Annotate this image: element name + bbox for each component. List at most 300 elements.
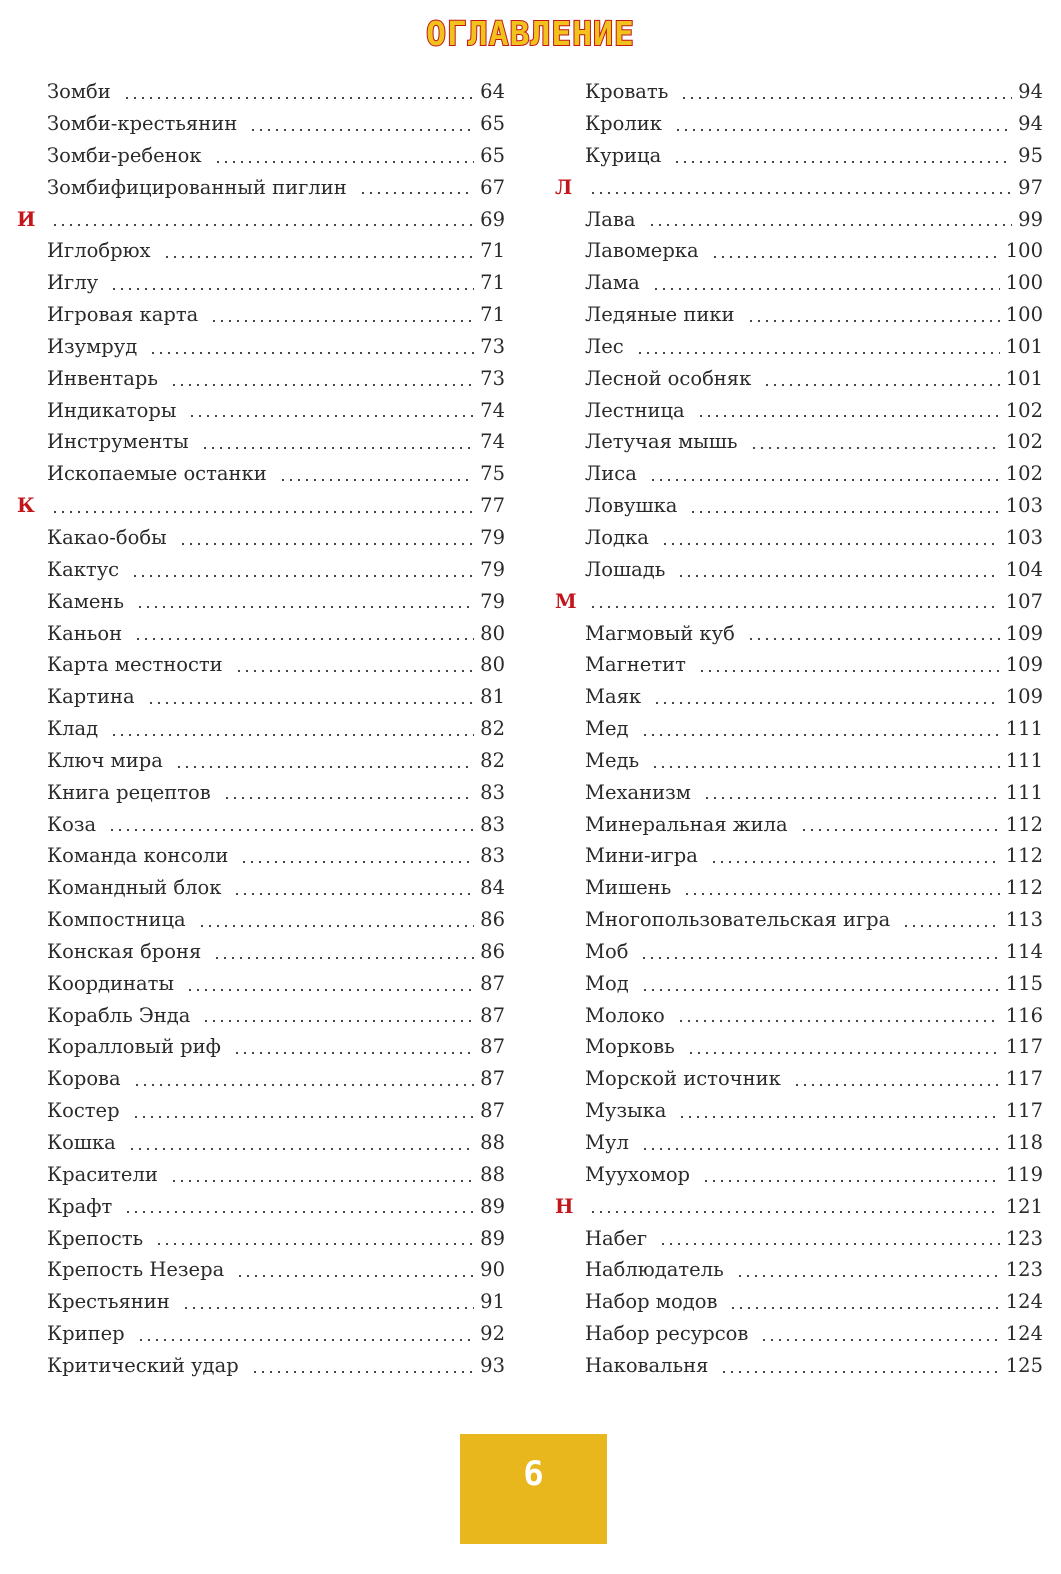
toc-entry[interactable]	[47, 936, 505, 968]
dot-leader	[179, 543, 475, 545]
toc-entry[interactable]	[585, 426, 1043, 458]
toc-entry-page: 112	[1005, 844, 1043, 868]
toc-entry[interactable]	[47, 1095, 505, 1127]
toc-entry[interactable]	[585, 554, 1043, 586]
dot-leader	[131, 575, 474, 577]
toc-entry-label: Морковь	[585, 1035, 675, 1059]
dot-leader	[170, 384, 474, 386]
toc-entry-page: 109	[1005, 621, 1043, 645]
dot-leader	[673, 161, 1012, 163]
toc-entry-label: Какао-бобы	[47, 525, 167, 549]
toc-entry-label: Компостница	[47, 908, 186, 932]
toc-entry[interactable]	[47, 267, 505, 299]
dot-leader	[711, 256, 1000, 258]
toc-entry-label: Молоко	[585, 1003, 665, 1027]
toc-entry[interactable]	[585, 1318, 1043, 1350]
toc-entry-page: 119	[1005, 1162, 1043, 1186]
toc-entry-page: 69	[480, 207, 505, 231]
dot-leader	[661, 543, 1000, 545]
toc-entry[interactable]	[585, 681, 1043, 713]
dot-leader	[641, 1148, 1000, 1150]
dot-leader	[710, 861, 1000, 863]
toc-entry-label: Кактус	[47, 557, 120, 581]
dot-leader	[223, 797, 474, 799]
toc-entry[interactable]	[47, 904, 505, 936]
dot-leader	[133, 1084, 475, 1086]
toc-entry[interactable]	[585, 1222, 1043, 1254]
toc-entry[interactable]	[585, 1063, 1043, 1095]
toc-entry-label: Лестница	[585, 398, 685, 422]
page-number-badge	[460, 1434, 607, 1544]
dot-leader	[800, 829, 1000, 831]
toc-entry[interactable]	[47, 1063, 505, 1095]
toc-entry-page: 84	[480, 876, 505, 900]
toc-entry-page: 87	[480, 1003, 505, 1027]
toc-entry-page: 89	[480, 1226, 505, 1250]
dot-leader	[747, 320, 1000, 322]
toc-entry[interactable]	[585, 936, 1043, 968]
dot-leader	[763, 384, 999, 386]
toc-entry-label: Мишень	[585, 876, 672, 900]
section-letter: Н	[555, 1194, 574, 1218]
toc-entry[interactable]	[585, 1127, 1043, 1159]
toc-entry[interactable]	[47, 649, 505, 681]
toc-entry-label: Набег	[585, 1226, 648, 1250]
toc-entry[interactable]	[47, 999, 505, 1031]
toc-entry-label: Командный блок	[47, 876, 222, 900]
dot-leader	[170, 1180, 474, 1182]
toc-entry-label: Лес	[585, 334, 624, 358]
toc-entry-page: 111	[1005, 780, 1043, 804]
toc-section-row[interactable]	[17, 490, 505, 522]
toc-entry[interactable]	[47, 394, 505, 426]
toc-entry-label: Мини-игра	[585, 844, 698, 868]
toc-entry-page: 123	[1005, 1226, 1043, 1250]
toc-entry-label: Мул	[585, 1131, 629, 1155]
dot-leader	[108, 829, 474, 831]
toc-entry-label: Камень	[47, 589, 125, 613]
toc-entry[interactable]	[47, 617, 505, 649]
toc-entry[interactable]	[585, 203, 1043, 235]
toc-entry[interactable]	[47, 1031, 505, 1063]
dot-leader	[149, 352, 474, 354]
toc-entry[interactable]	[585, 522, 1043, 554]
toc-entry[interactable]	[585, 490, 1043, 522]
dot-leader	[689, 511, 999, 513]
toc-entry-page: 88	[480, 1162, 505, 1186]
toc-entry-label: Зомбифицированный пиглин	[47, 175, 347, 199]
toc-entry-page: 113	[1005, 908, 1043, 932]
toc-entry-page: 79	[480, 557, 505, 581]
dot-leader	[251, 1371, 474, 1373]
toc-entry-label: Ловушка	[585, 494, 678, 518]
toc-entry-label: Ледяные пики	[585, 303, 735, 327]
dot-leader	[678, 1116, 999, 1118]
toc-entry-label: Иглу	[47, 271, 99, 295]
toc-entry[interactable]	[585, 267, 1043, 299]
toc-entry-page: 117	[1005, 1035, 1043, 1059]
toc-entry[interactable]	[47, 108, 505, 140]
toc-entry[interactable]	[47, 713, 505, 745]
dot-leader	[182, 1307, 474, 1309]
toc-entry-page: 102	[1005, 398, 1043, 422]
toc-entry-page: 103	[1005, 525, 1043, 549]
toc-entry-label: Летучая мышь	[585, 430, 738, 454]
toc-entry[interactable]	[47, 968, 505, 1000]
toc-section-row[interactable]	[555, 1191, 1043, 1223]
toc-entry[interactable]	[47, 235, 505, 267]
toc-entry[interactable]	[47, 76, 505, 108]
toc-entry-page: 64	[480, 80, 505, 104]
toc-entry-page: 100	[1005, 271, 1043, 295]
dot-leader	[747, 638, 1000, 640]
toc-entry-page: 71	[480, 239, 505, 263]
toc-entry[interactable]	[47, 331, 505, 363]
dot-leader	[137, 1339, 475, 1341]
toc-entry-page: 82	[480, 748, 505, 772]
dot-leader	[589, 192, 1012, 194]
dot-leader	[750, 447, 1000, 449]
toc-entry-label: Маяк	[585, 685, 642, 709]
toc-entry-page: 86	[480, 908, 505, 932]
toc-entry-page: 86	[480, 939, 505, 963]
toc-entry-label: Критический удар	[47, 1353, 239, 1377]
toc-entry-page: 74	[480, 398, 505, 422]
toc-entry-label: Минеральная жила	[585, 812, 788, 836]
toc-entry-label: Кровать	[585, 80, 669, 104]
toc-entry-page: 87	[480, 1035, 505, 1059]
toc-entry[interactable]	[585, 235, 1043, 267]
toc-entry-page: 65	[480, 143, 505, 167]
toc-entry-label: Зомби-крестьянин	[47, 112, 238, 136]
toc-entry-page: 65	[480, 112, 505, 136]
dot-leader	[51, 511, 474, 513]
dot-leader	[674, 129, 1012, 131]
toc-entry-label: Крепость Незера	[47, 1258, 225, 1282]
toc-entry[interactable]	[47, 681, 505, 713]
toc-entry-label: Наковальня	[585, 1353, 709, 1377]
toc-entry-label: Лошадь	[585, 557, 666, 581]
dot-leader	[240, 861, 474, 863]
toc-entry[interactable]	[47, 1286, 505, 1318]
dot-leader	[123, 97, 474, 99]
toc-entry-label: Красители	[47, 1162, 158, 1186]
toc-entry-page: 97	[1018, 175, 1043, 199]
toc-entry-page: 87	[480, 1067, 505, 1091]
toc-entry-page: 112	[1005, 876, 1043, 900]
toc-entry-page: 94	[1018, 80, 1043, 104]
toc-entry-page: 117	[1005, 1099, 1043, 1123]
toc-entry-label: Координаты	[47, 971, 174, 995]
toc-entry[interactable]	[47, 840, 505, 872]
toc-entry-page: 100	[1005, 239, 1043, 263]
toc-entry-page: 109	[1005, 653, 1043, 677]
toc-entry[interactable]	[47, 745, 505, 777]
toc-entry[interactable]	[585, 458, 1043, 490]
toc-entry-label: Ископаемые останки	[47, 462, 267, 486]
toc-entry-page: 71	[480, 303, 505, 327]
toc-entry-label: Карта местности	[47, 653, 223, 677]
toc-entry-page: 123	[1005, 1258, 1043, 1282]
toc-entry-label: Мод	[585, 971, 629, 995]
toc-entry-page: 75	[480, 462, 505, 486]
toc-entry-label: Лиса	[585, 462, 637, 486]
toc-entry[interactable]	[47, 1127, 505, 1159]
dot-leader	[188, 415, 474, 417]
dot-leader	[760, 1339, 999, 1341]
toc-entry-label: Лама	[585, 271, 640, 295]
toc-entry-label: Мед	[585, 717, 629, 741]
toc-entry[interactable]	[47, 554, 505, 586]
toc-entry[interactable]	[585, 1095, 1043, 1127]
toc-entry[interactable]	[585, 140, 1043, 172]
dot-leader	[636, 352, 1000, 354]
dot-leader	[202, 1020, 474, 1022]
toc-entry[interactable]	[47, 1318, 505, 1350]
dot-leader	[589, 606, 1000, 608]
toc-entry-label: Медь	[585, 748, 640, 772]
toc-entry-page: 83	[480, 844, 505, 868]
dot-leader	[134, 638, 474, 640]
dot-leader	[132, 1116, 475, 1118]
toc-entry-page: 91	[480, 1290, 505, 1314]
toc-entry-page: 87	[480, 1099, 505, 1123]
toc-entry-label: Магнетит	[585, 653, 686, 677]
toc-entry-page: 117	[1005, 1067, 1043, 1091]
toc-entry[interactable]	[47, 140, 505, 172]
dot-leader	[201, 447, 474, 449]
dot-leader	[652, 288, 1000, 290]
dot-leader	[648, 224, 1013, 226]
dot-leader	[213, 957, 474, 959]
dot-leader	[124, 1211, 474, 1213]
toc-entry[interactable]	[585, 840, 1043, 872]
toc-entry-label: Набор ресурсов	[585, 1322, 749, 1346]
dot-leader	[589, 1211, 1000, 1213]
toc-entry[interactable]	[585, 713, 1043, 745]
toc-entry-label: Картина	[47, 685, 135, 709]
toc-entry-page: 115	[1005, 971, 1043, 995]
dot-leader	[198, 925, 475, 927]
toc-entry[interactable]	[585, 1286, 1043, 1318]
toc-entry-label: Инструменты	[47, 430, 189, 454]
toc-entry-label: Кошка	[47, 1131, 116, 1155]
dot-leader	[163, 256, 475, 258]
toc-entry-label: Курица	[585, 143, 662, 167]
toc-entry-label: Лесной особняк	[585, 366, 752, 390]
toc-entry-label: Иглобрюх	[47, 239, 151, 263]
dot-leader	[736, 1275, 1000, 1277]
toc-section-row[interactable]	[17, 203, 505, 235]
dot-leader	[147, 702, 475, 704]
dot-leader	[687, 1052, 1000, 1054]
dot-leader	[677, 1020, 1000, 1022]
toc-entry-page: 73	[480, 334, 505, 358]
toc-entry[interactable]	[585, 904, 1043, 936]
toc-entry-label: Набор модов	[585, 1290, 718, 1314]
toc-entry[interactable]	[47, 1191, 505, 1223]
dot-leader	[640, 957, 999, 959]
dot-leader	[359, 192, 474, 194]
toc-entry-label: Морской источник	[585, 1067, 781, 1091]
dot-leader	[51, 224, 474, 226]
dot-leader	[659, 1243, 1000, 1245]
toc-section-row[interactable]	[555, 172, 1043, 204]
toc-entry[interactable]	[585, 299, 1043, 331]
dot-leader	[236, 1275, 474, 1277]
dot-leader	[175, 766, 474, 768]
toc-entry-page: 101	[1005, 366, 1043, 390]
toc-entry-page: 109	[1005, 685, 1043, 709]
toc-entry-label: Клад	[47, 717, 99, 741]
toc-entry-page: 77	[480, 494, 505, 518]
toc-entry-label: Моб	[585, 939, 629, 963]
toc-entry[interactable]	[47, 458, 505, 490]
toc-entry-page: 104	[1005, 557, 1043, 581]
toc-entry[interactable]	[585, 1254, 1043, 1286]
toc-entry-page: 116	[1005, 1003, 1043, 1027]
toc-entry[interactable]	[47, 808, 505, 840]
toc-entry-label: Кролик	[585, 112, 662, 136]
dot-leader	[653, 702, 1000, 704]
toc-entry[interactable]	[585, 999, 1043, 1031]
toc-entry-page: 125	[1005, 1353, 1043, 1377]
toc-entry[interactable]	[585, 1031, 1043, 1063]
toc-entry[interactable]	[47, 426, 505, 458]
toc-entry-page: 107	[1005, 589, 1043, 613]
toc-entry-page: 111	[1005, 717, 1043, 741]
toc-entry[interactable]	[47, 1350, 505, 1382]
page-number: 6	[523, 1454, 544, 1494]
toc-entry-page: 102	[1005, 430, 1043, 454]
toc-entry[interactable]	[585, 76, 1043, 108]
toc-entry-label: Зомби	[47, 80, 111, 104]
toc-entry[interactable]	[47, 172, 505, 204]
toc-entry[interactable]	[585, 1159, 1043, 1191]
dot-leader	[649, 479, 1000, 481]
toc-entry-page: 67	[480, 175, 505, 199]
toc-entry[interactable]	[47, 363, 505, 395]
toc-entry-label: Магмовый куб	[585, 621, 735, 645]
dot-leader	[902, 925, 999, 927]
section-letter: И	[17, 207, 36, 231]
toc-entry[interactable]	[47, 522, 505, 554]
toc-entry-page: 83	[480, 780, 505, 804]
toc-entry-page: 89	[480, 1194, 505, 1218]
toc-entry-page: 92	[480, 1322, 505, 1346]
dot-leader	[233, 893, 474, 895]
toc-entry-page: 71	[480, 271, 505, 295]
dot-leader	[703, 797, 1000, 799]
toc-entry-page: 93	[480, 1353, 505, 1377]
dot-leader	[233, 1052, 474, 1054]
dot-leader	[793, 1084, 1000, 1086]
dot-leader	[279, 479, 474, 481]
dot-leader	[677, 575, 999, 577]
dot-leader	[186, 989, 474, 991]
toc-entry-label: Муухомор	[585, 1162, 691, 1186]
toc-entry[interactable]	[585, 108, 1043, 140]
toc-entry-page: 99	[1018, 207, 1043, 231]
toc-entry[interactable]	[47, 1254, 505, 1286]
toc-column-right	[555, 76, 1043, 1382]
page-title: ОГЛАВЛЕНИЕ	[426, 14, 635, 53]
toc-entry-label: Инвентарь	[47, 366, 159, 390]
toc-entry[interactable]	[47, 1159, 505, 1191]
toc-entry-label: Крафт	[47, 1194, 113, 1218]
toc-entry[interactable]	[585, 363, 1043, 395]
dot-leader	[214, 161, 475, 163]
toc-entry[interactable]	[585, 808, 1043, 840]
toc-entry[interactable]	[585, 331, 1043, 363]
toc-entry[interactable]	[585, 968, 1043, 1000]
toc-section-row[interactable]	[555, 586, 1043, 618]
dot-leader	[651, 766, 1000, 768]
toc-entry[interactable]	[585, 872, 1043, 904]
toc-entry-label: Лава	[585, 207, 636, 231]
toc-entry[interactable]	[585, 649, 1043, 681]
toc-entry-page: 121	[1005, 1194, 1043, 1218]
dot-leader	[702, 1180, 1000, 1182]
toc-entry-page: 114	[1005, 939, 1043, 963]
dot-leader	[235, 670, 475, 672]
dot-leader	[249, 129, 474, 131]
dot-leader	[683, 893, 1000, 895]
toc-entry[interactable]	[585, 1350, 1043, 1382]
toc-entry-page: 73	[480, 366, 505, 390]
dot-leader	[110, 734, 474, 736]
section-letter: М	[555, 589, 577, 613]
toc-entry-label: Игровая карта	[47, 303, 199, 327]
toc-entry[interactable]	[585, 777, 1043, 809]
toc-entry[interactable]	[585, 745, 1043, 777]
toc-entry-page: 111	[1005, 748, 1043, 772]
toc-entry-label: Каньон	[47, 621, 123, 645]
toc-entry[interactable]	[47, 777, 505, 809]
toc-entry-page: 124	[1005, 1322, 1043, 1346]
dot-leader	[210, 320, 474, 322]
toc-column-left	[17, 76, 505, 1382]
dot-leader	[136, 606, 474, 608]
toc-entry-label: Книга рецептов	[47, 780, 211, 804]
toc-entry-page: 101	[1005, 334, 1043, 358]
toc-entry-page: 100	[1005, 303, 1043, 327]
toc-entry[interactable]	[47, 1222, 505, 1254]
toc-entry[interactable]	[585, 617, 1043, 649]
toc-entry-page: 80	[480, 621, 505, 645]
section-letter: Л	[555, 175, 573, 199]
toc-entry-label: Коралловый риф	[47, 1035, 221, 1059]
toc-entry-page: 82	[480, 717, 505, 741]
dot-leader	[698, 670, 1000, 672]
toc-entry-label: Зомби-ребенок	[47, 143, 202, 167]
toc-entry[interactable]	[47, 299, 505, 331]
toc-entry[interactable]	[585, 394, 1043, 426]
toc-entry-page: 90	[480, 1258, 505, 1282]
toc-entry-page: 74	[480, 430, 505, 454]
toc-entry[interactable]	[47, 586, 505, 618]
toc-entry[interactable]	[47, 872, 505, 904]
toc-entry-label: Многопользовательская игра	[585, 908, 891, 932]
dot-leader	[641, 989, 1000, 991]
toc-entry-label: Лавомерка	[585, 239, 699, 263]
dot-leader	[729, 1307, 999, 1309]
toc-entry-page: 118	[1005, 1131, 1043, 1155]
toc-entry-page: 79	[480, 589, 505, 613]
toc-entry-page: 81	[480, 685, 505, 709]
toc-entry-page: 80	[480, 653, 505, 677]
toc-entry-page: 94	[1018, 112, 1043, 136]
